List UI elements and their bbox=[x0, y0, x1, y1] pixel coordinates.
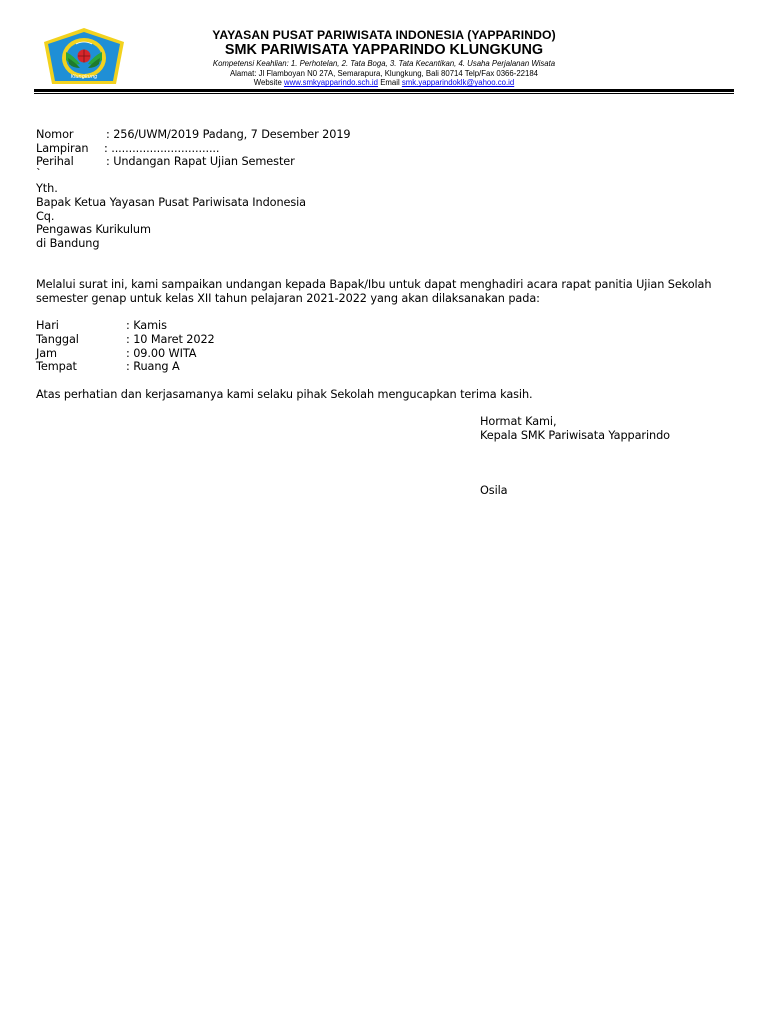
lampiran-value: : ............................... bbox=[104, 142, 220, 155]
lampiran-label: Lampiran bbox=[36, 142, 89, 155]
nomor-value: : 256/UWM/2019 Padang, 7 Desember 2019 bbox=[106, 128, 351, 141]
school-name: SMK PARIWISATA YAPPARINDO KLUNGKUNG bbox=[224, 42, 544, 58]
perihal-value: : Undangan Rapat Ujian Semester bbox=[106, 155, 295, 168]
signature-greeting: Hormat Kami, bbox=[480, 415, 557, 428]
detail-value-tanggal: : 10 Maret 2022 bbox=[126, 333, 215, 346]
contact-line bbox=[134, 78, 634, 88]
school-logo bbox=[38, 26, 130, 92]
logo-caption: Klungkung bbox=[70, 74, 98, 80]
detail-value-hari: : Kamis bbox=[126, 319, 167, 332]
letterhead-text bbox=[134, 28, 634, 88]
closing-sentence: Atas perhatian dan kerjasamanya kami selaku pihak Sekolah mengucapkan terima kasih. bbox=[36, 388, 533, 401]
recipient-location: di Bandung bbox=[36, 237, 100, 250]
foundation-name: YAYASAN PUSAT PARIWISATA INDONESIA (YAPPARINDO) bbox=[212, 28, 556, 42]
website-link[interactable]: www.smkyapparindo.sch.id bbox=[283, 78, 379, 88]
detail-value-jam: : 09.00 WITA bbox=[126, 347, 197, 360]
address-line: Alamat: Jl Flamboyan N0 27A, Semarapura, Klungkung, Bali 80714 Telp/Fax 0366-22184 bbox=[229, 68, 539, 78]
detail-label-tempat: Tempat bbox=[36, 360, 77, 373]
recipient-name: Bapak Ketua Yayasan Pusat Pariwisata Indonesia bbox=[36, 196, 307, 209]
nomor-row bbox=[36, 128, 73, 142]
perihal-label: Perihal bbox=[36, 155, 74, 168]
website-label: Website bbox=[253, 78, 282, 88]
recipient-yth: Yth. bbox=[36, 182, 58, 195]
detail-label-tanggal: Tanggal bbox=[36, 333, 79, 346]
letterhead-divider-thick bbox=[34, 89, 734, 92]
recipient-attention: Pengawas Kurikulum bbox=[36, 223, 151, 236]
signature-position: Kepala SMK Pariwisata Yapparindo bbox=[480, 429, 670, 442]
letterhead bbox=[0, 0, 768, 96]
stray-mark: ` bbox=[36, 167, 42, 180]
nomor-label: Nomor bbox=[36, 128, 74, 141]
competency-line: Kompetensi Keahlian: 1. Perhotelan, 2. Tata Boga, 3. Tata Kecantikan, 4. Usaha Perjalanan Wisata bbox=[212, 59, 556, 68]
email-link[interactable]: smk.yapparindoklk@yahoo.co.id bbox=[401, 78, 515, 88]
detail-label-hari: Hari bbox=[36, 319, 59, 332]
signature-name: Osila bbox=[480, 484, 508, 497]
body-paragraph-line-2: semester genap untuk kelas XII tahun pelajaran 2021-2022 yang akan dilaksanakan pada: bbox=[36, 292, 540, 305]
email-label: Email bbox=[380, 78, 400, 88]
recipient-cq: Cq. bbox=[36, 210, 55, 223]
detail-label-jam: Jam bbox=[36, 347, 57, 360]
detail-value-tempat: : Ruang A bbox=[126, 360, 180, 373]
letterhead-divider-thin bbox=[34, 93, 734, 94]
body-paragraph-line-1: Melalui surat ini, kami sampaikan undangan kepada Bapak/Ibu untuk dapat menghadiri acara rapat panitia Ujian Sekolah bbox=[36, 278, 712, 291]
